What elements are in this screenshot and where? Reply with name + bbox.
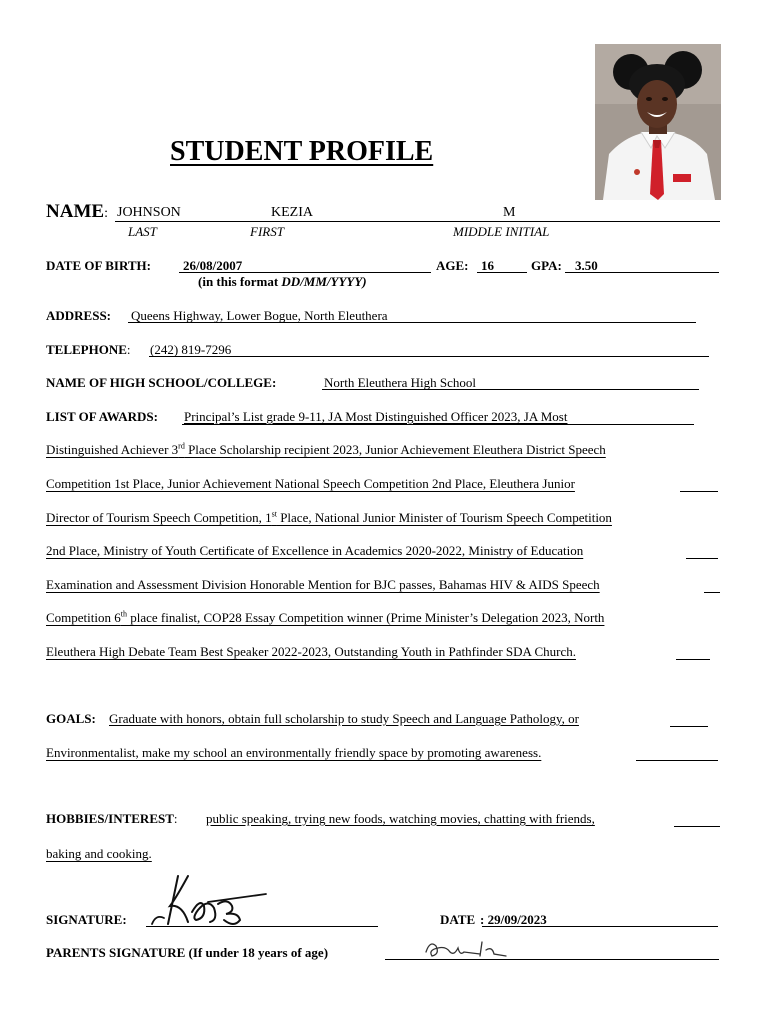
- dob-underline: [179, 272, 431, 273]
- telephone-label: TELEPHONE: [46, 342, 127, 357]
- gpa-underline: [565, 272, 719, 273]
- hobbies-row: HOBBIES/INTEREST:: [46, 811, 178, 826]
- parents-signature-label: PARENTS SIGNATURE (If under 18 years of age): [46, 945, 329, 960]
- awards-line-5: 2nd Place, Ministry of Youth Certificate of Excellence in Academics 2020-2022, Ministry of Education: [46, 543, 584, 558]
- awards-line-1: Principal’s List grade 9-11, JA Most Distinguished Officer 2023, JA Most: [184, 409, 568, 424]
- age-value: 16: [481, 258, 494, 273]
- signature-label: SIGNATURE:: [46, 912, 127, 927]
- address-value: Queens Highway, Lower Bogue, North Eleuthera: [131, 308, 388, 323]
- address-underline: [128, 322, 696, 323]
- page-title: STUDENT PROFILE: [170, 136, 434, 167]
- middle-initial-value: M: [503, 205, 516, 220]
- awards-line-1-underline: [182, 424, 694, 425]
- age-label: AGE:: [436, 258, 469, 273]
- gpa-value: 3.50: [575, 258, 598, 273]
- hobbies-line-2: baking and cooking.: [46, 846, 152, 861]
- last-name-value: JOHNSON: [117, 205, 181, 220]
- name-underline: [115, 221, 720, 222]
- awards-line-8-underline: [676, 659, 710, 660]
- date-label: DATE: [440, 912, 476, 927]
- awards-line-6-underline: [704, 592, 720, 593]
- goals-label: GOALS:: [46, 711, 96, 726]
- age-underline: [477, 272, 527, 273]
- awards-line-4: Director of Tourism Speech Competition, 1st Place, National Junior Minister of Tourism Speech Competition: [46, 509, 612, 525]
- awards-line-6: Examination and Assessment Division Honorable Mention for BJC passes, Bahamas HIV & AIDS Speech: [46, 577, 600, 592]
- goals-line-1-underline: [670, 726, 708, 727]
- caption-first: FIRST: [250, 224, 284, 239]
- student-signature-image: [148, 868, 272, 930]
- dob-label: DATE OF BIRTH:: [46, 258, 151, 273]
- hobbies-line-1: public speaking, trying new foods, watching movies, chatting with friends,: [206, 811, 595, 826]
- hobbies-label: HOBBIES/INTEREST: [46, 811, 174, 826]
- date-value: : 29/09/2023: [480, 912, 547, 927]
- parent-signature-image: [422, 936, 508, 960]
- address-label: ADDRESS:: [46, 308, 112, 323]
- address-row: [46, 308, 111, 324]
- awards-line-2: Distinguished Achiever 3rd Place Scholarship recipient 2023, Junior Achievement Eleuthera District Speech: [46, 441, 606, 457]
- gpa-label: GPA:: [531, 258, 562, 273]
- caption-last: LAST: [128, 224, 157, 239]
- dob-value: 26/08/2007: [183, 258, 243, 273]
- awards-line-8: Eleuthera High Debate Team Best Speaker 2022-2023, Outstanding Youth in Pathfinder SDA Church.: [46, 644, 576, 659]
- name-label: NAME:: [46, 201, 108, 222]
- school-label: NAME OF HIGH SCHOOL/COLLEGE:: [46, 375, 277, 390]
- awards-line-7: Competition 6th place finalist, COP28 Essay Competition winner (Prime Minister’s Delegation 2023, North: [46, 609, 605, 625]
- first-name-value: KEZIA: [271, 205, 313, 220]
- date-underline: [482, 926, 718, 927]
- school-value: North Eleuthera High School: [324, 375, 476, 390]
- student-photo: [595, 44, 721, 200]
- dob-format-note: (in this format DD/MM/YYYY): [198, 274, 367, 289]
- awards-line-3: Competition 1st Place, Junior Achievement National Speech Competition 2nd Place, Eleuthera Junior: [46, 476, 575, 491]
- school-underline: [322, 389, 699, 390]
- telephone-underline: [149, 356, 709, 357]
- awards-line-5-underline: [686, 558, 718, 559]
- goals-line-2: Environmentalist, make my school an environmentally friendly space by promoting awareness.: [46, 745, 542, 760]
- awards-line-3-underline: [680, 491, 718, 492]
- telephone-value: (242) 819-7296: [150, 342, 232, 357]
- awards-label: LIST OF AWARDS:: [46, 409, 158, 424]
- goals-line-2-underline: [636, 760, 718, 761]
- telephone-row: TELEPHONE:: [46, 342, 131, 357]
- caption-middle-initial: MIDDLE INITIAL: [453, 224, 550, 239]
- hobbies-line-1-underline: [674, 826, 720, 827]
- goals-line-1: Graduate with honors, obtain full scholarship to study Speech and Language Pathology, or: [109, 711, 579, 726]
